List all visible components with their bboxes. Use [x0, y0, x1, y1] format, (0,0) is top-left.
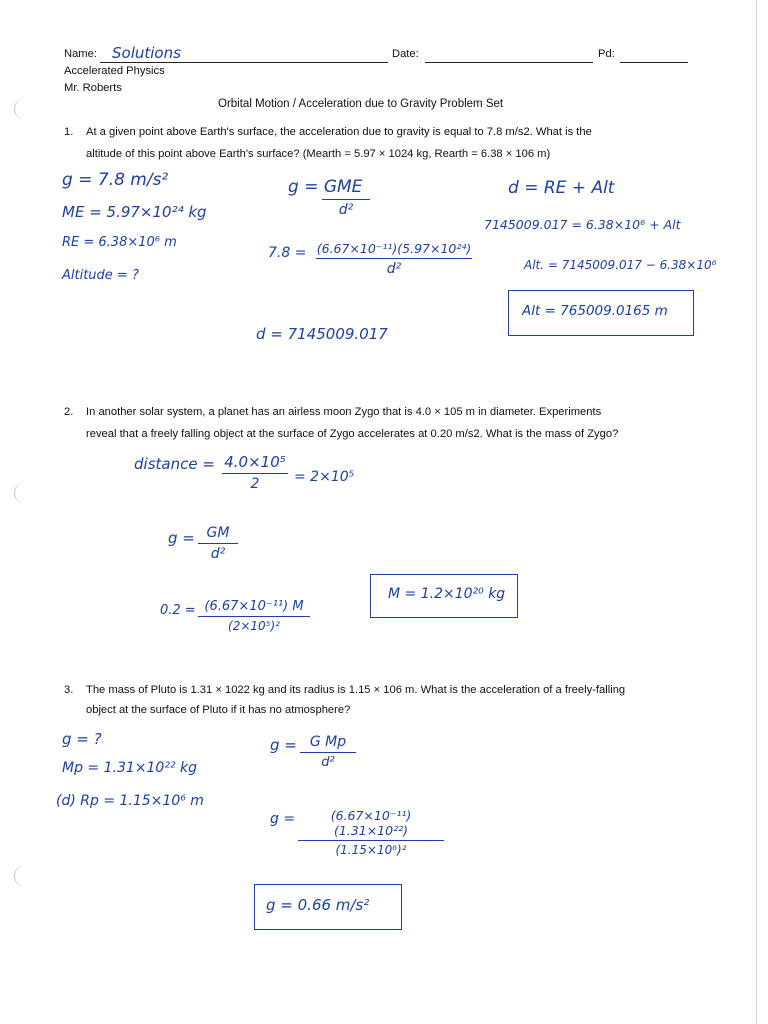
p1-formula-fraction [322, 197, 370, 218]
p1-sub-left: 7.8 = [268, 245, 307, 261]
p3-formula-denominator: d² [321, 755, 335, 771]
problem-number: 2. [64, 406, 74, 418]
p1-given-radius: RE = 6.38×10⁶ m [62, 235, 177, 250]
p3-given-mass: Mp = 1.31×10²² kg [62, 760, 197, 776]
fraction-bar [316, 258, 472, 259]
fraction-bar [300, 752, 356, 753]
p1-sub-numerator: (6.67×10⁻¹¹)(5.97×10²⁴) [316, 241, 472, 256]
problem-1-text-line1: At a given point above Earth's surface, the acceleration due to gravity is equal to 7.8 m/s2. What is the [86, 126, 592, 138]
p1-given-altitude: Altitude = ? [62, 268, 139, 283]
page-edge [756, 0, 757, 1024]
problem-number: 3. [64, 684, 74, 696]
p3-formula-numerator: G Mp [309, 734, 347, 750]
p3-sub-fraction [298, 808, 444, 857]
p3-formula-fraction [300, 734, 356, 770]
p1-distance-formula: d = RE + Alt [508, 178, 615, 198]
p2-formula-denominator: d² [210, 546, 226, 563]
p1-given-g: g = 7.8 m/s² [62, 170, 169, 190]
p1-distance-substitution: 7145009.017 = 6.38×10⁶ + Alt [484, 217, 681, 232]
problem-3-text-line2: object at the surface of Pluto if it has no atmosphere? [86, 704, 351, 716]
p2-distance-result: = 2×10⁵ [294, 469, 355, 485]
fraction-bar [222, 473, 288, 474]
p3-sub-numerator: (6.67×10⁻¹¹)(1.31×10²²) [330, 808, 412, 838]
name-value: Solutions [112, 44, 181, 62]
fraction-bar [298, 840, 444, 841]
p1-formula-denominator: d² [338, 202, 354, 219]
fraction-bar [198, 543, 238, 544]
p2-sub-left: 0.2 = [160, 603, 196, 618]
p3-answer: g = 0.66 m/s² [266, 896, 370, 914]
hole-punch-mark [14, 865, 29, 887]
p2-formula-fraction [198, 525, 238, 562]
p3-sub-denominator: (1.15×10⁶)² [335, 843, 407, 858]
p1-sub-fraction [316, 241, 472, 277]
problem-2-text-line1: In another solar system, a planet has an airless moon Zygo that is 4.0 × 105 m in diameter. Experiments [86, 406, 602, 418]
p2-sub-fraction [198, 599, 310, 633]
teacher-name: Mr. Roberts [64, 82, 122, 94]
problem-number: 1. [64, 126, 74, 138]
p1-distance-result: d = 7145009.017 [256, 325, 388, 343]
pd-underline [620, 62, 688, 63]
date-underline [425, 62, 593, 63]
name-label: Name: [64, 48, 97, 60]
p2-sub-numerator: (6.67×10⁻¹¹) M [204, 599, 304, 614]
hole-punch-mark [14, 98, 29, 120]
p1-formula-numerator: g = GME [288, 177, 363, 197]
name-underline [100, 62, 388, 63]
p2-answer: M = 1.2×10²⁰ kg [388, 586, 506, 602]
p2-formula-left: g = [168, 529, 195, 547]
p2-distance-denominator: 2 [250, 476, 260, 493]
date-label: Date: [392, 48, 419, 60]
p3-given-radius: (d) Rp = 1.15×10⁶ m [56, 793, 204, 809]
hole-punch-mark [14, 482, 29, 504]
problem-3-text-line1: The mass of Pluto is 1.31 × 1022 kg and its radius is 1.15 × 106 m. What is the acceleration of a freely-falling [86, 684, 626, 696]
p2-distance-fraction [222, 453, 288, 492]
fraction-bar [322, 199, 370, 200]
course-name: Accelerated Physics [64, 65, 165, 77]
fraction-bar [198, 616, 310, 617]
page-title: Orbital Motion / Acceleration due to Gravity Problem Set [218, 98, 504, 110]
p2-sub-denominator: (2×10⁵)² [228, 619, 280, 634]
p2-distance-left: distance = [134, 455, 215, 473]
p2-formula-numerator: GM [206, 525, 230, 541]
p2-distance-numerator: 4.0×10⁵ [224, 453, 286, 471]
p3-sub-left: g = [270, 811, 296, 827]
p3-formula-left: g = [270, 736, 297, 754]
p1-given-mass: ME = 5.97×10²⁴ kg [62, 203, 207, 221]
problem-2-text-line2: reveal that a freely falling object at the surface of Zygo accelerates at 0.20 m/s2. What is the mass of Zygo? [86, 428, 619, 440]
p3-given-g: g = ? [62, 730, 102, 748]
pd-label: Pd: [598, 48, 615, 60]
p1-sub-denominator: d² [386, 261, 402, 278]
problem-1-text-line2: altitude of this point above Earth's surface? (Mearth = 5.97 × 1024 kg, Rearth = 6.38 × 106 m) [86, 148, 551, 160]
p1-answer: Alt = 765009.0165 m [522, 303, 668, 319]
p1-altitude-calc: Alt. = 7145009.017 − 6.38×10⁶ [524, 258, 717, 272]
